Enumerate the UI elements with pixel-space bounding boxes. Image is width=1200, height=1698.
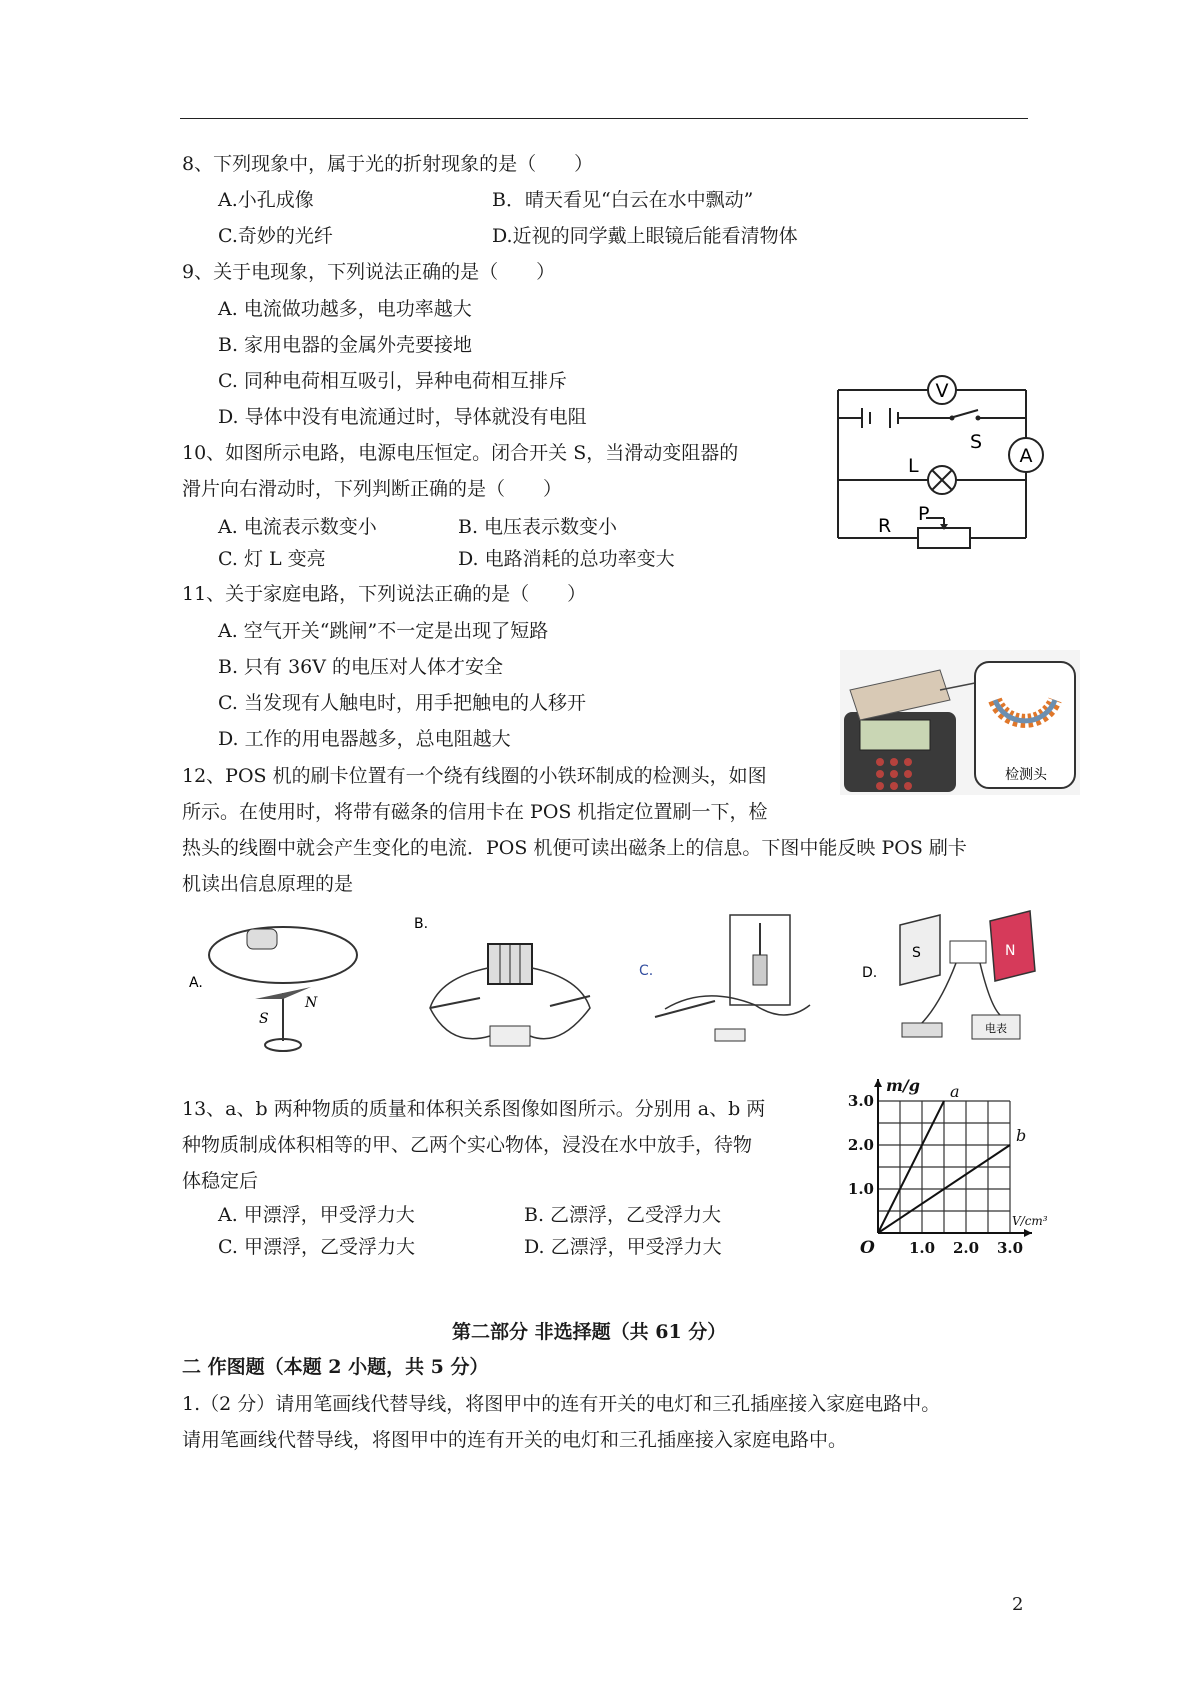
pos-machine-illustration: [840, 650, 1080, 795]
q13-option-c: C. 甲漂浮，乙受浮力大: [218, 1236, 415, 1258]
q13-line1: 13、a、b 两种物质的质量和体积关系图像如图所示。分别用 a、b 两: [182, 1098, 766, 1120]
figure-d-label: D.: [862, 965, 878, 981]
q12-figure-a: [185, 915, 360, 1065]
slider-label: P: [918, 503, 930, 525]
part2-q1-line1: 1.（2 分）请用笔画线代替导线，将图甲中的连有开关的电灯和三孔插座接入家庭电路中。: [182, 1393, 941, 1415]
header-rule: [180, 118, 1028, 119]
q10-option-d: D. 电路消耗的总功率变大: [458, 548, 675, 570]
origin-label: O: [860, 1238, 875, 1258]
q10-stem-line1: 10、如图所示电路，电源电压恒定。闭合开关 S，当滑动变阻器的: [182, 442, 739, 464]
q9-option-a: A. 电流做功越多，电功率越大: [218, 298, 472, 320]
meter-box-label: 电表: [985, 1022, 1007, 1035]
q12-line2: 所示。在使用时，将带有磁条的信用卡在 POS 机指定位置刷一下，检: [182, 801, 768, 823]
q9-option-d: D. 导体中没有电流通过时，导体就没有电阻: [218, 406, 587, 428]
q8-option-b: B．晴天看见“白云在水中飘动”: [492, 189, 754, 211]
q13-option-a: A. 甲漂浮，甲受浮力大: [218, 1204, 415, 1226]
q8-option-a: A.小孔成像: [218, 189, 314, 211]
q9-option-b: B. 家用电器的金属外壳要接地: [218, 334, 473, 356]
y-axis-label: m/g: [886, 1076, 920, 1095]
q13-line2: 种物质制成体积相等的甲、乙两个实心物体，浸没在水中放手，待物: [182, 1134, 753, 1156]
x-axis-arrow: [1024, 1229, 1032, 1237]
figure-a-label: A.: [189, 975, 203, 991]
detection-head-label: 检测头: [1005, 767, 1047, 783]
y-axis-arrow: [874, 1079, 882, 1087]
figure-c-label: C.: [639, 963, 654, 979]
x-axis-label: V/cm³: [1012, 1214, 1048, 1228]
series-label-b: b: [1016, 1126, 1027, 1145]
series-label-a: a: [950, 1082, 960, 1101]
lamp-label: L: [908, 455, 919, 477]
q10-option-a: A. 电流表示数变小: [218, 516, 377, 538]
q13-option-d: D. 乙漂浮，甲受浮力大: [524, 1236, 722, 1258]
q13-option-b: B. 乙漂浮，乙受浮力大: [524, 1204, 722, 1226]
q12-figure-c: [635, 905, 825, 1055]
q13-line3: 体稳定后: [182, 1170, 259, 1192]
part2-title: 第二部分 非选择题（共 61 分）: [452, 1321, 727, 1343]
ammeter-label: A: [1019, 445, 1033, 467]
q10-stem-line2: 滑片向右滑动时，下列判断正确的是（ ）: [182, 478, 563, 500]
q12-line3: 热头的线圈中就会产生变化的电流．POS 机便可读出磁条上的信息。下图中能反映 POS 刷卡: [182, 837, 967, 859]
q11-option-c: C. 当发现有人触电时，用手把触电的人移开: [218, 692, 586, 714]
resistor-label: R: [878, 515, 892, 537]
x-tick-label: 2.0: [952, 1239, 980, 1257]
q8-option-c: C.奇妙的光纤: [218, 225, 333, 247]
q10-option-c: C. 灯 L 变亮: [218, 548, 326, 570]
q12-line4: 机读出信息原理的是: [182, 873, 354, 895]
q12-figure-d: [860, 905, 1050, 1055]
q8-option-d: D.近视的同学戴上眼镜后能看清物体: [492, 225, 798, 247]
y-tick-label: 3.0: [847, 1092, 874, 1110]
q9-option-c: C. 同种电荷相互吸引，异种电荷相互排斥: [218, 370, 567, 392]
q10-option-b: B. 电压表示数变小: [458, 516, 618, 538]
needle-s-label: S: [259, 1011, 269, 1027]
y-tick-label: 2.0: [847, 1136, 874, 1154]
q11-option-d: D. 工作的用电器越多，总电阻越大: [218, 728, 511, 750]
q12-line1: 12、POS 机的刷卡位置有一个绕有线圈的小铁环制成的检测头，如图: [182, 765, 767, 787]
magnet-n-label: N: [1005, 943, 1016, 959]
page-number: 2: [1012, 1594, 1024, 1615]
q12-figure-b: [410, 908, 605, 1058]
q11-option-b: B. 只有 36V 的电压对人体才安全: [218, 656, 504, 678]
q11-stem: 11、关于家庭电路，下列说法正确的是（ ）: [182, 583, 587, 605]
y-tick-label: 1.0: [847, 1180, 874, 1198]
x-tick-label: 3.0: [996, 1239, 1024, 1257]
voltmeter-label: V: [935, 380, 949, 402]
figure-b-label: B.: [414, 916, 429, 932]
q10-circuit-diagram: [800, 368, 1060, 563]
part2-section-heading: 二 作图题（本题 2 小题，共 5 分）: [182, 1356, 489, 1378]
magnet-s-label: S: [912, 945, 921, 961]
q8-stem: 8、下列现象中，属于光的折射现象的是（ ）: [182, 153, 594, 175]
x-tick-label: 1.0: [908, 1239, 936, 1257]
q11-option-a: A. 空气开关“跳闸”不一定是出现了短路: [218, 620, 549, 642]
mass-volume-chart: [836, 1065, 1048, 1270]
part2-q1-line2: 请用笔画线代替导线，将图甲中的连有开关的电灯和三孔插座接入家庭电路中。: [182, 1429, 848, 1451]
switch-label: S: [970, 431, 983, 453]
q9-stem: 9、关于电现象，下列说法正确的是（ ）: [182, 261, 556, 283]
needle-n-label: N: [305, 995, 318, 1011]
